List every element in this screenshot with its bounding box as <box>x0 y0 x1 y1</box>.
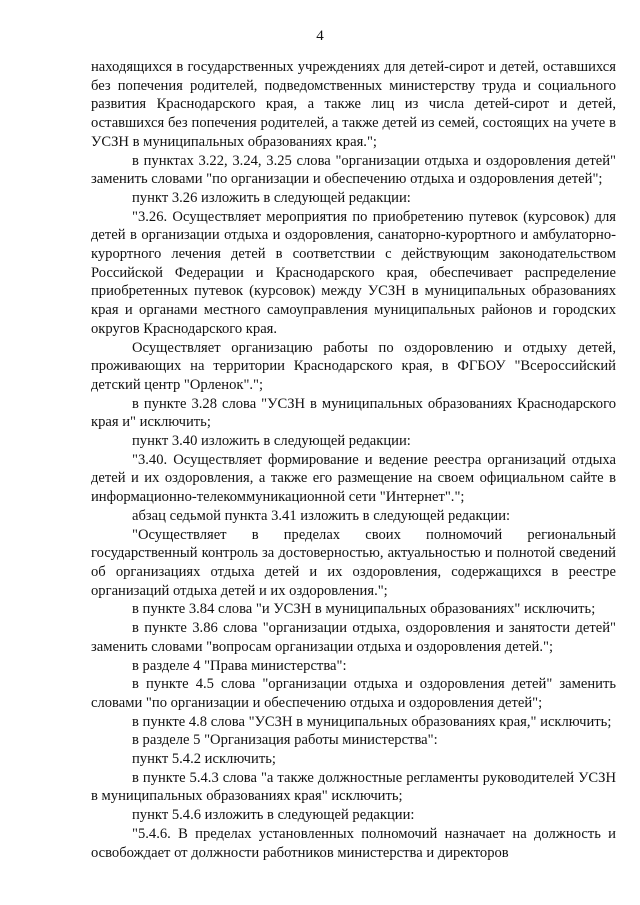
paragraph: абзац седьмой пункта 3.41 изложить в следующей редакции: <box>132 507 511 524</box>
paragraph: в пунктах 3.22, 3.24, 3.25 слова "организации отдыха и оздоровления детей" заменить словами "по организации и обеспечению отдыха и оздоровления детей"; <box>91 152 616 188</box>
paragraph: в пункте 3.28 слова "УСЗН в муниципальных образованиях Краснодарского края и" исключить; <box>91 395 616 431</box>
paragraph: находящихся в государственных учреждениях для детей-сирот и детей, оставшихся без попечения родителей, подведомственных министерству труда и социального развития Краснодарского края, а также лиц из числа детей-сирот и детей, оставшихся без попечения родителей, а также детей из семей, состоящих на учете в УСЗН в муниципальных образованиях края."; <box>91 59 616 150</box>
paragraph: пункт 5.4.2 исключить; <box>132 751 276 768</box>
paragraph: в пункте 4.5 слова "организации отдыха и оздоровления детей" заменить словами "по организации и обеспечению отдыха и оздоровления детей"; <box>91 676 616 711</box>
page-number: 4 <box>316 28 324 44</box>
paragraph: в разделе 5 "Организация работы министерства": <box>132 732 438 749</box>
paragraph: пункт 3.40 изложить в следующей редакции: <box>132 433 411 450</box>
paragraph: Осуществляет организацию работы по оздоровлению и отдыху детей, проживающих на территории Краснодарского края, в ФГБОУ "Всероссийский детский центр "Орленок"."; <box>91 339 616 393</box>
paragraph: "Осуществляет в пределах своих полномочий региональный государственный контроль за достоверностью, актуальностью и полнотой сведений об организациях отдыха детей и их оздоровления, содержащихся в реестре организаций отдыха детей и их оздоровления."; <box>91 526 616 599</box>
paragraph: "3.40. Осуществляет формирование и ведение реестра организаций отдыха детей и их оздоровления, а также его размещение на своем официальном сайте в информационно-телекоммуникационной сети "Интернет"."; <box>91 451 616 506</box>
paragraph: пункт 3.26 изложить в следующей редакции: <box>132 189 411 206</box>
paragraph: пункт 5.4.6 изложить в следующей редакции: <box>132 807 415 824</box>
paragraph: "3.26. Осуществляет мероприятия по приобретению путевок (курсовок) для детей в организации отдыха и оздоровления, санаторно-курортного и амбулаторно-курортного лечения детей в соответствии с действующим законодательством Российской Федерации и Краснодарского края, обеспечивает распределение приобретенных путевок (курсовок) между УСЗН в муниципальных образованиях края и органами местного самоуправления муниципальных районов и городских округов Краснодарского края. <box>91 208 616 337</box>
paragraph: в пункте 4.8 слова "УСЗН в муниципальных образованиях края," исключить; <box>132 713 612 730</box>
paragraph: в пункте 3.84 слова "и УСЗН в муниципальных образованиях" исключить; <box>132 601 596 618</box>
paragraph: "5.4.6. В пределах установленных полномочий назначает на должность и освобождает от должности работников министерства и директоров <box>91 825 616 861</box>
paragraph: в пункте 5.4.3 слова "а также должностные регламенты руководителей УСЗН в муниципальных образованиях края" исключить; <box>91 769 616 805</box>
paragraph: в разделе 4 "Права министерства": <box>132 657 347 674</box>
document-body <box>91 58 616 862</box>
paragraph: в пункте 3.86 слова "организации отдыха, оздоровления и занятости детей" заменить словами "вопросам организации отдыха и оздоровления детей."; <box>91 620 616 655</box>
